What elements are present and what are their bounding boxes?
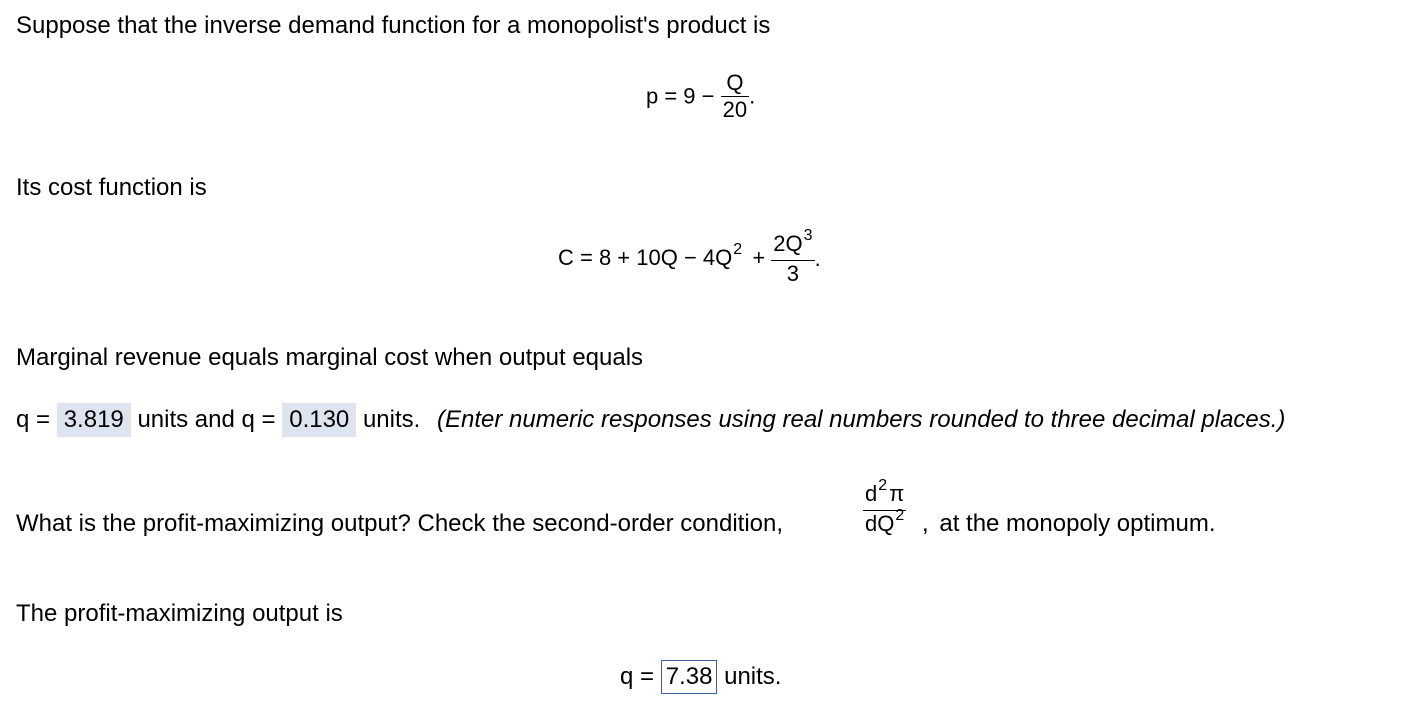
cost-equation: [558, 227, 821, 287]
demand-eq-numerator: Q: [726, 70, 744, 95]
cost-eq-plus: +: [752, 244, 766, 270]
final-answer-line: [620, 660, 781, 694]
final-answer-field[interactable]: 7.38: [661, 660, 718, 694]
demand-equation: [646, 70, 755, 123]
cost-eq-exponent: 2: [733, 240, 743, 258]
cost-eq-part1: C = 8 + 10Q − 4Q: [558, 244, 733, 270]
rounding-note: (Enter numeric responses using real numbers rounded to three decimal places.): [437, 406, 1286, 433]
final-units: units.: [724, 663, 782, 690]
cost-intro-text: Its cost function is: [16, 174, 207, 201]
demand-eq-denominator: 20: [722, 97, 748, 122]
demand-eq-lhs: p = 9 −: [646, 83, 715, 109]
demand-eq-period: .: [749, 83, 756, 109]
final-q-label: q =: [620, 663, 655, 690]
q-label-1: q =: [16, 406, 51, 433]
second-derivative-fraction: [863, 477, 906, 540]
question-text: What is the profit-maximizing output? Check the second-order condition,: [16, 510, 784, 537]
cost-eq-period: .: [814, 246, 821, 271]
second-derivative: [863, 477, 906, 540]
second-derivative-numerator: $d^2\pi$: [865, 477, 905, 506]
answer-field-1[interactable]: 3.819: [57, 403, 131, 437]
cost-eq-denominator: 3: [786, 261, 800, 286]
cost-eq-fraction: [771, 227, 814, 287]
answers-line: [16, 403, 1285, 437]
question-tail: , at the monopoly optimum.: [922, 510, 1216, 537]
demand-eq-fraction: [721, 70, 749, 123]
answer-field-2[interactable]: 0.130: [282, 403, 356, 437]
second-derivative-denominator: $dQ^2$: [865, 507, 905, 536]
mr-mc-text: Marginal revenue equals marginal cost when output equals: [16, 344, 644, 371]
answers-mid-text: units and q =: [137, 406, 276, 433]
cost-eq-numerator: $2Q^3$: [773, 227, 813, 256]
profit-intro-text: The profit-maximizing output is: [16, 600, 343, 627]
intro-text: Suppose that the inverse demand function for a monopolist's product is: [16, 12, 771, 39]
answers-end-text: units.: [362, 406, 421, 433]
